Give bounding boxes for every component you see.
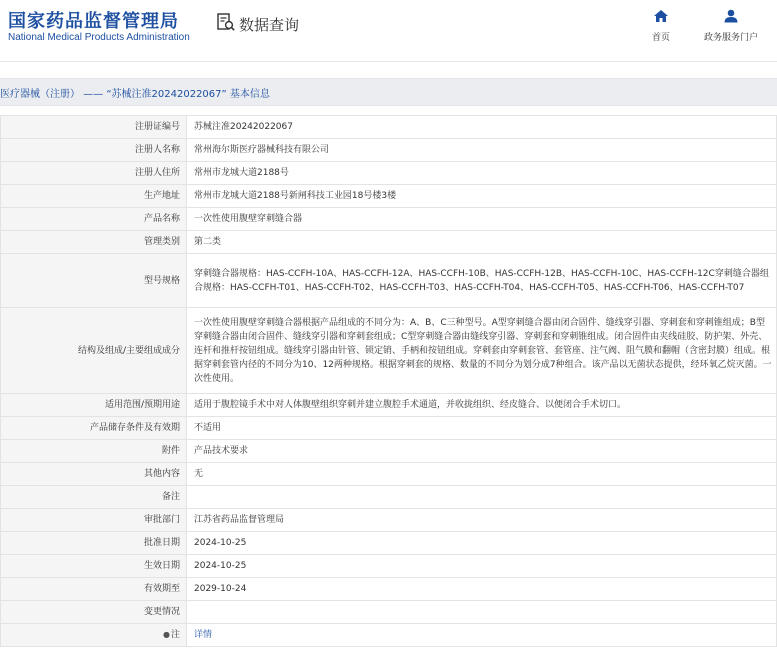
field-value: 2029-10-24 bbox=[187, 578, 777, 601]
field-label: 审批部门 bbox=[1, 509, 187, 532]
table-row bbox=[1, 208, 777, 231]
field-label: 备注 bbox=[1, 486, 187, 509]
field-value: 第二类 bbox=[187, 231, 777, 254]
breadcrumb-text: 医疗器械（注册） —— “苏械注准20242022067” 基本信息 bbox=[0, 89, 270, 100]
field-value: 常州海尔斯医疗器械科技有限公司 bbox=[187, 139, 777, 162]
field-value: 江苏省药品监督管理局 bbox=[187, 509, 777, 532]
field-value: 一次性使用腹壁穿刺缝合器 bbox=[187, 208, 777, 231]
field-label: 产品储存条件及有效期 bbox=[1, 417, 187, 440]
table-row bbox=[1, 308, 777, 394]
field-label: 结构及组成/主要组成成分 bbox=[1, 308, 187, 394]
table-row-note bbox=[1, 624, 777, 647]
field-label: 管理类别 bbox=[1, 231, 187, 254]
table-row bbox=[1, 463, 777, 486]
note-value-cell bbox=[187, 624, 777, 647]
detail-table bbox=[0, 115, 777, 647]
table-row bbox=[1, 254, 777, 308]
field-value: 穿刺缝合器规格：HAS-CCFH-10A、HAS-CCFH-12A、HAS-CCFH-10B、HAS-CCFH-12B、HAS-CCFH-10C、HAS-CCFH-12C穿刺缝合器组合规格：HAS-CCFH-T01、HAS-CCFH-T02、HAS-CCFH-T03、HAS-CCFH-T04、HAS-CCFH-T05、HAS-CCFH-T06、HAS-CCFH-T07 bbox=[187, 254, 777, 308]
table-row bbox=[1, 139, 777, 162]
table-row bbox=[1, 417, 777, 440]
note-label: 注 bbox=[170, 630, 180, 640]
field-label: 注册人住所 bbox=[1, 162, 187, 185]
table-row bbox=[1, 486, 777, 509]
field-value: 适用于腹腔镜手术中对人体腹壁组织穿刺并建立腹腔手术通道，并收拢组织、经皮缝合、以便闭合手术切口。 bbox=[187, 394, 777, 417]
data-query-label: 数据查询 bbox=[239, 15, 300, 34]
nav-service-portal-label: 政务服务门户 bbox=[704, 33, 759, 43]
field-value: 产品技术要求 bbox=[187, 440, 777, 463]
nav-home-label: 首页 bbox=[652, 33, 671, 43]
data-query-nav[interactable] bbox=[216, 12, 299, 36]
field-label: 型号规格 bbox=[1, 254, 187, 308]
table-row bbox=[1, 116, 777, 139]
field-value: 2024-10-25 bbox=[187, 555, 777, 578]
field-label: 生效日期 bbox=[1, 555, 187, 578]
field-value: 一次性使用腹壁穿刺缝合器根据产品组成的不同分为：A、B、C三种型号。A型穿刺缝合器由闭合固件、缝线穿引器、穿刺套和穿刺锥组成；B型穿刺缝合器由闭合固件、缝线穿引器和穿刺套组成；C型穿刺缝合器由缝线穿引器、穿刺套和穿刺锥组成。闭合固件由夹线硅胶、防护架、外壳、连杆和推杆按钮组成。缝线穿引器由针管、锁定销、手柄和按钮组成。穿刺套由穿刺套管、套管座、注气阀、阻气膜和翻帽（含密封膜）组成。根据穿刺套管内径的不同分为10、12两种规格。根据穿刺套的规格、数量的不同分为划分成7种组合。该产品以无菌状态提供，经环氧乙烷灭菌。一次性使用。 bbox=[187, 308, 777, 394]
field-label: 其他内容 bbox=[1, 463, 187, 486]
site-header bbox=[0, 0, 777, 60]
field-value: 常州市龙城大道2188号新闸科技工业园18号楼3楼 bbox=[187, 185, 777, 208]
pin-icon: ● bbox=[163, 630, 170, 639]
field-label: 注册人名称 bbox=[1, 139, 187, 162]
table-row bbox=[1, 578, 777, 601]
table-row bbox=[1, 555, 777, 578]
field-value: 无 bbox=[187, 463, 777, 486]
table-row bbox=[1, 394, 777, 417]
table-row bbox=[1, 231, 777, 254]
table-row bbox=[1, 532, 777, 555]
field-value: 不适用 bbox=[187, 417, 777, 440]
nav-home[interactable] bbox=[652, 8, 670, 43]
note-label-cell bbox=[1, 624, 187, 647]
breadcrumb bbox=[0, 78, 777, 106]
table-row bbox=[1, 162, 777, 185]
site-logo-cn[interactable]: 国家药品监督管理局 bbox=[8, 11, 179, 32]
field-value: 2024-10-25 bbox=[187, 532, 777, 555]
field-value bbox=[187, 486, 777, 509]
header-divider bbox=[0, 61, 777, 62]
details-link[interactable]: 详情 bbox=[194, 630, 213, 640]
data-query-icon bbox=[216, 12, 236, 36]
table-row bbox=[1, 440, 777, 463]
field-label: 附件 bbox=[1, 440, 187, 463]
field-label: 适用范围/预期用途 bbox=[1, 394, 187, 417]
table-row bbox=[1, 601, 777, 624]
field-label: 产品名称 bbox=[1, 208, 187, 231]
field-value: 常州市龙城大道2188号 bbox=[187, 162, 777, 185]
table-row bbox=[1, 509, 777, 532]
home-icon bbox=[653, 8, 669, 27]
field-label: 变更情况 bbox=[1, 601, 187, 624]
nav-service-portal[interactable] bbox=[704, 8, 758, 43]
field-label: 注册证编号 bbox=[1, 116, 187, 139]
site-logo-en[interactable]: National Medical Products Administration bbox=[8, 32, 190, 43]
field-label: 有效期至 bbox=[1, 578, 187, 601]
table-row bbox=[1, 185, 777, 208]
user-icon bbox=[723, 8, 739, 27]
field-label: 批准日期 bbox=[1, 532, 187, 555]
field-value: 苏械注准20242022067 bbox=[187, 116, 777, 139]
field-label: 生产地址 bbox=[1, 185, 187, 208]
field-value bbox=[187, 601, 777, 624]
